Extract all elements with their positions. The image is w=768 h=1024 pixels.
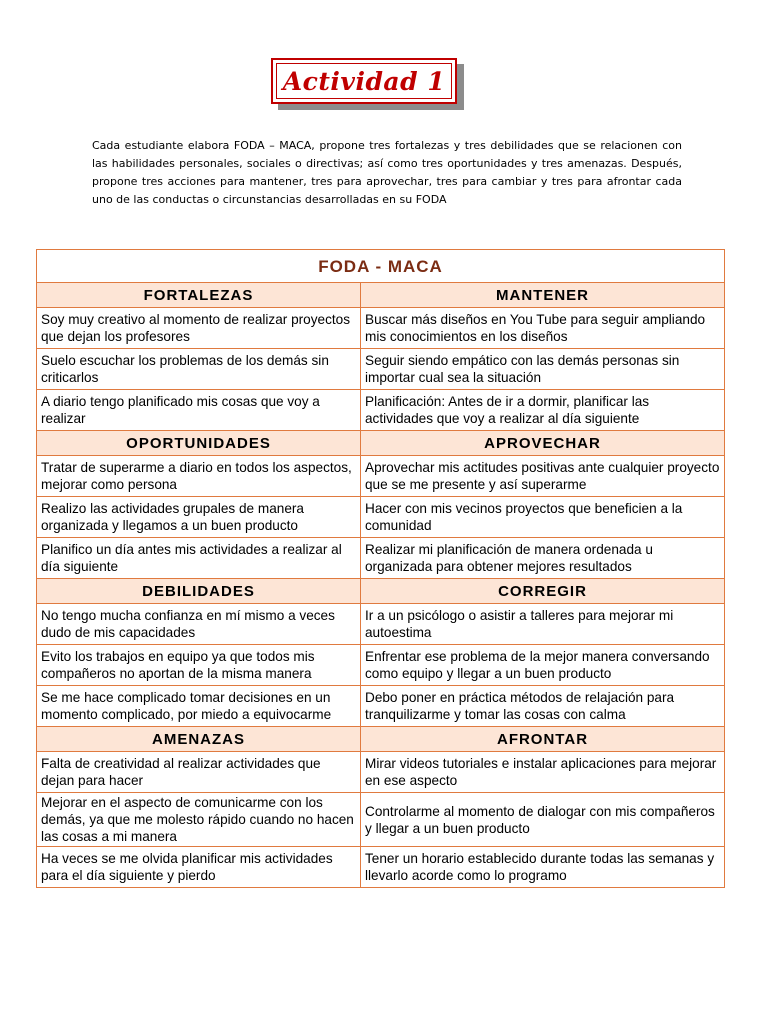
section-header-debilidades: DEBILIDADES <box>37 579 361 604</box>
table-row <box>37 456 725 497</box>
amenaza-cell: Falta de creatividad al realizar actividades que dejan para hacer <box>37 752 361 793</box>
table-title-row <box>37 250 725 283</box>
section-header-row <box>37 727 725 752</box>
debilidad-cell: No tengo mucha confianza en mí mismo a veces dudo de mis capacidades <box>37 604 361 645</box>
oportunidad-cell: Tratar de superarme a diario en todos los aspectos, mejorar como persona <box>37 456 361 497</box>
oportunidad-cell: Planifico un día antes mis actividades a realizar al día siguiente <box>37 538 361 579</box>
mantener-cell: Seguir siendo empático con las demás personas sin importar cual sea la situación <box>361 349 725 390</box>
fortaleza-cell: Soy muy creativo al momento de realizar proyectos que dejan los profesores <box>37 308 361 349</box>
table-row <box>37 752 725 793</box>
amenaza-cell: Ha veces se me olvida planificar mis actividades para el día siguiente y pierdo <box>37 847 361 888</box>
debilidad-cell: Evito los trabajos en equipo ya que todos mis compañeros no aportan de la misma manera <box>37 645 361 686</box>
afrontar-cell: Mirar videos tutoriales e instalar aplicaciones para mejorar en ese aspecto <box>361 752 725 793</box>
table-row <box>37 390 725 431</box>
foda-maca-table <box>36 249 725 888</box>
title-box <box>271 58 457 104</box>
section-header-row <box>37 431 725 456</box>
fortaleza-cell: Suelo escuchar los problemas de los demás sin criticarlos <box>37 349 361 390</box>
table-row <box>37 497 725 538</box>
page-title: Actividad 1 <box>282 66 446 96</box>
section-header-aprovechar: APROVECHAR <box>361 431 725 456</box>
table-title: FODA - MACA <box>37 250 725 283</box>
table-row <box>37 604 725 645</box>
oportunidad-cell: Realizo las actividades grupales de manera organizada y llegamos a un buen producto <box>37 497 361 538</box>
section-header-mantener: MANTENER <box>361 283 725 308</box>
aprovechar-cell: Realizar mi planificación de manera ordenada u organizada para obtener mejores resultados <box>361 538 725 579</box>
corregir-cell: Debo poner en práctica métodos de relajación para tranquilizarme y tomar las cosas con calma <box>361 686 725 727</box>
section-header-row <box>37 283 725 308</box>
table-row <box>37 538 725 579</box>
amenaza-cell: Mejorar en el aspecto de comunicarme con los demás, ya que me molesto rápido cuando no hacen las cosas a mi manera <box>37 793 361 847</box>
table-row <box>37 308 725 349</box>
section-header-fortalezas: FORTALEZAS <box>37 283 361 308</box>
debilidad-cell: Se me hace complicado tomar decisiones en un momento complicado, por miedo a equivocarme <box>37 686 361 727</box>
aprovechar-cell: Hacer con mis vecinos proyectos que beneficien a la comunidad <box>361 497 725 538</box>
corregir-cell: Enfrentar ese problema de la mejor manera conversando como equipo y llegar a un buen producto <box>361 645 725 686</box>
fortaleza-cell: A diario tengo planificado mis cosas que voy a realizar <box>37 390 361 431</box>
corregir-cell: Ir a un psicólogo o asistir a talleres para mejorar mi autoestima <box>361 604 725 645</box>
table-row <box>37 686 725 727</box>
table-row <box>37 793 725 847</box>
mantener-cell: Buscar más diseños en You Tube para seguir ampliando mis conocimientos en los diseños <box>361 308 725 349</box>
afrontar-cell: Controlarme al momento de dialogar con mis compañeros y llegar a un buen producto <box>361 793 725 847</box>
section-header-oportunidades: OPORTUNIDADES <box>37 431 361 456</box>
mantener-cell: Planificación: Antes de ir a dormir, planificar las actividades que voy a realizar al día siguiente <box>361 390 725 431</box>
aprovechar-cell: Aprovechar mis actitudes positivas ante cualquier proyecto que se me presente y así superarme <box>361 456 725 497</box>
afrontar-cell: Tener un horario establecido durante todas las semanas y llevarlo acorde como lo programo <box>361 847 725 888</box>
section-header-corregir: CORREGIR <box>361 579 725 604</box>
section-header-amenazas: AMENAZAS <box>37 727 361 752</box>
table-row <box>37 349 725 390</box>
section-header-row <box>37 579 725 604</box>
table-row <box>37 645 725 686</box>
section-header-afrontar: AFRONTAR <box>361 727 725 752</box>
intro-paragraph: Cada estudiante elabora FODA – MACA, propone tres fortalezas y tres debilidades que se relacionen con las habilidades personales, sociales o directivas; así como tres oportunidades y tres amenazas. Después, propone tres acciones para mantener, tres para aprovechar, tres para cambiar y tres para afrontar cada uno de las conductas o circunstancias desarrolladas en su FODA <box>92 139 682 206</box>
table-row <box>37 847 725 888</box>
